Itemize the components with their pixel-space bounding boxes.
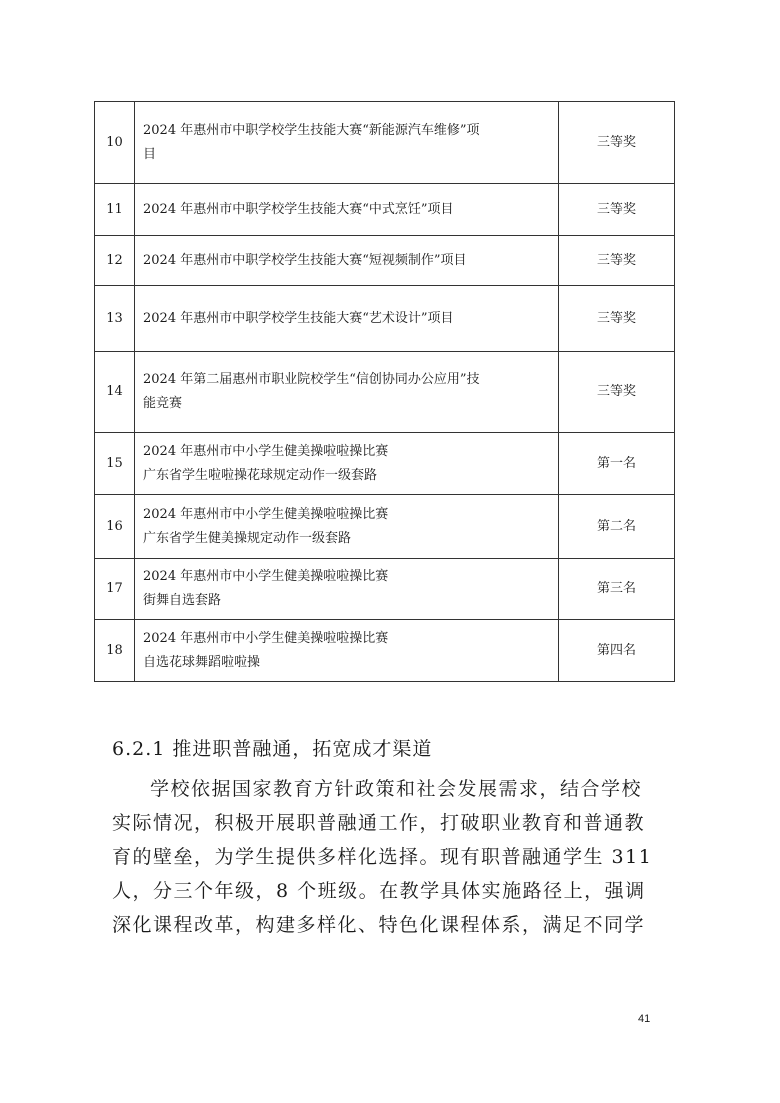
competition-name <box>135 620 559 682</box>
row-number: 14 <box>95 352 135 433</box>
table-row <box>95 559 675 620</box>
award-result: 三等奖 <box>559 102 675 184</box>
competition-name-line: 2024 年惠州市中职学校学生技能大赛“艺术设计”项目 <box>143 310 454 326</box>
award-result: 三等奖 <box>559 286 675 352</box>
competition-name <box>135 236 559 286</box>
competition-name-line: 2024 年第二届惠州市职业院校学生“信创协同办公应用”技 <box>143 372 480 387</box>
competition-name-line: 广东省学生健美操规定动作一级套路 <box>143 530 352 546</box>
table-row <box>95 433 675 495</box>
award-result: 第一名 <box>559 433 675 495</box>
row-number: 11 <box>95 184 135 236</box>
awards-table <box>94 101 675 682</box>
award-result: 第二名 <box>559 495 675 559</box>
table-row <box>95 184 675 236</box>
row-number: 15 <box>95 433 135 495</box>
table-row <box>95 620 675 682</box>
competition-name-line: 2024 年惠州市中小学生健美操啦啦操比赛 <box>143 630 389 646</box>
competition-name-line: 街舞自选套路 <box>143 593 222 608</box>
competition-name <box>135 495 559 559</box>
competition-name <box>135 352 559 433</box>
paragraph-line: 人，分三个年级，8 个班级。在教学具体实施路径上，强调 <box>112 880 646 902</box>
competition-name-line: 2024 年惠州市中职学校学生技能大赛“中式烹饪”项目 <box>143 201 454 217</box>
paragraph-line: 实际情况，积极开展职普融通工作，打破职业教育和普通教 <box>112 812 646 834</box>
competition-name-line: 2024 年惠州市中小学生健美操啦啦操比赛 <box>143 443 389 459</box>
table-row <box>95 236 675 286</box>
competition-name-line: 目 <box>143 146 157 162</box>
page-number: 41 <box>638 1013 651 1025</box>
competition-name-line: 2024 年惠州市中职学校学生技能大赛“新能源汽车维修”项 <box>143 122 480 138</box>
award-result: 第三名 <box>559 559 675 620</box>
table-row <box>95 102 675 184</box>
competition-name <box>135 433 559 495</box>
paragraph-line: 深化课程改革，构建多样化、特色化课程体系，满足不同学 <box>112 914 646 936</box>
award-result: 第四名 <box>559 620 675 682</box>
row-number: 18 <box>95 620 135 682</box>
competition-name <box>135 184 559 236</box>
row-number: 17 <box>95 559 135 620</box>
row-number: 16 <box>95 495 135 559</box>
competition-name-line: 2024 年惠州市中小学生健美操啦啦操比赛 <box>143 506 389 522</box>
award-result: 三等奖 <box>559 236 675 286</box>
table-row <box>95 286 675 352</box>
award-result: 三等奖 <box>559 352 675 433</box>
table-row <box>95 352 675 433</box>
row-number: 10 <box>95 102 135 184</box>
row-number: 13 <box>95 286 135 352</box>
paragraph-line: 育的壁垒，为学生提供多样化选择。现有职普融通学生 311 <box>112 846 653 868</box>
competition-name-line: 2024 年惠州市中小学生健美操啦啦操比赛 <box>143 569 389 584</box>
award-result: 三等奖 <box>559 184 675 236</box>
paragraph-line: 学校依据国家教育方针政策和社会发展需求，结合学校 <box>150 778 643 800</box>
competition-name <box>135 286 559 352</box>
section-heading: 6.2.1 推进职普融通，拓宽成才渠道 <box>112 738 433 760</box>
competition-name <box>135 102 559 184</box>
table-row <box>95 495 675 559</box>
row-number: 12 <box>95 236 135 286</box>
competition-name <box>135 559 559 620</box>
competition-name-line: 2024 年惠州市中职学校学生技能大赛“短视频制作”项目 <box>143 252 467 268</box>
competition-name-line: 自选花球舞蹈啦啦操 <box>143 654 261 670</box>
body-paragraph <box>112 772 672 942</box>
competition-name-line: 能竞赛 <box>143 396 183 411</box>
competition-name-line: 广东省学生啦啦操花球规定动作一级套路 <box>143 467 378 483</box>
